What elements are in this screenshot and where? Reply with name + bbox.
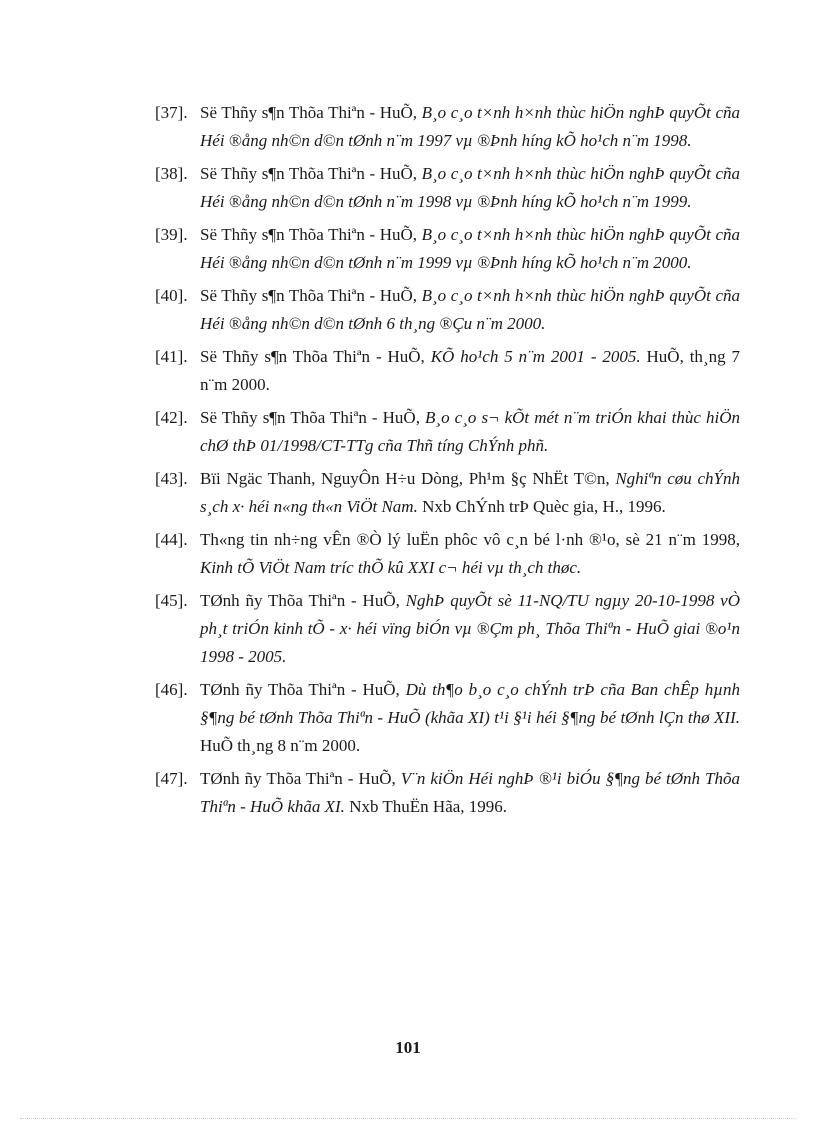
reference-list <box>155 99 740 826</box>
page-number: 101 <box>395 1038 421 1057</box>
reference-item <box>155 99 740 155</box>
reference-author: TØnh ñy Thõa Thiªn - HuÕ, <box>200 680 406 699</box>
reference-item <box>155 676 740 760</box>
reference-title: B¸o c¸o t×nh h×nh thùc hiÖn nghÞ quyÕt cña Héi ®ång nh©n d©n tØnh n¨m 1999 vµ ®Þnh híng kÕ ho¹ch n¨m 2000. <box>200 225 740 272</box>
reference-item <box>155 465 740 521</box>
reference-title: B¸o c¸o s¬ kÕt mét n¨m triÓn khai thùc hiÖn chØ thÞ 01/1998/CT-TTg cña Thñ tíng ChÝnh phñ. <box>200 408 740 455</box>
reference-number: [44]. <box>155 530 188 549</box>
reference-item <box>155 343 740 399</box>
reference-item <box>155 282 740 338</box>
reference-number: [47]. <box>155 769 188 788</box>
reference-author: TØnh ñy Thõa Thiªn - HuÕ, <box>200 769 401 788</box>
reference-author: Së Thñy s¶n Thõa Thiªn - HuÕ, <box>200 225 422 244</box>
reference-item <box>155 404 740 460</box>
reference-title: B¸o c¸o t×nh h×nh thùc hiÖn nghÞ quyÕt cña Héi ®ång nh©n d©n tØnh n¨m 1998 vµ ®Þnh híng kÕ ho¹ch n¨m 1999. <box>200 164 740 211</box>
reference-author: Së Thñy s¶n Thõa Thiªn - HuÕ, <box>200 286 422 305</box>
reference-publication: Nxb ChÝnh trÞ Quèc gia, H., 1996. <box>417 497 666 516</box>
reference-title: V¨n kiÖn Héi nghÞ ®¹i biÓu §¶ng bé tØnh Thõa Thiªn - HuÕ khãa XI. <box>200 769 740 816</box>
reference-number: [41]. <box>155 347 188 366</box>
reference-number: [46]. <box>155 680 188 699</box>
reference-title: NghÞ quyÕt sè 11-NQ/TU ngµy 20-10-1998 vÒ ph¸t triÓn kinh tÕ - x· héi vïng biÓn vµ ®Çm ph¸ Thõa Thiªn - HuÕ giai ®o¹n 1998 - 2005. <box>200 591 740 666</box>
reference-publication: Nxb ThuËn Hãa, 1996. <box>344 797 508 816</box>
reference-number: [43]. <box>155 469 188 488</box>
reference-title: B¸o c¸o t×nh h×nh thùc hiÖn nghÞ quyÕt cña Héi ®ång nh©n d©n tØnh 6 th¸ng ®Çu n¨m 2000. <box>200 286 740 333</box>
reference-number: [37]. <box>155 103 188 122</box>
reference-publication: HuÕ th¸ng 8 n¨m 2000. <box>200 736 361 755</box>
reference-author: Së Thñy s¶n Thõa Thiªn - HuÕ, <box>200 103 422 122</box>
reference-title: B¸o c¸o t×nh h×nh thùc hiÖn nghÞ quyÕt cña Héi ®ång nh©n d©n tØnh n¨m 1997 vµ ®Þnh híng kÕ ho¹ch n¨m 1998. <box>200 103 740 150</box>
reference-title: Dù th¶o b¸o c¸o chÝnh trÞ cña Ban chÊp hµnh §¶ng bé tØnh Thõa Thiªn - HuÕ (khãa XI) t¹i §¹i héi §¶ng bé tØnh lÇn thø XII. <box>200 680 740 727</box>
reference-title: Nghiªn cøu chÝnh s¸ch x· héi n«ng th«n ViÖt Nam. <box>200 469 740 516</box>
reference-author: Së Thñy s¶n Thõa Thiªn - HuÕ, <box>200 408 426 427</box>
reference-number: [39]. <box>155 225 188 244</box>
reference-title: Kinh tÕ ViÖt Nam tríc thÕ kû XXI c¬ héi vµ th¸ch thøc. <box>200 558 582 577</box>
reference-title: KÕ ho¹ch 5 n¨m 2001 - 2005. <box>430 347 641 366</box>
page-bottom-rule <box>20 1118 796 1119</box>
reference-item <box>155 221 740 277</box>
reference-number: [38]. <box>155 164 188 183</box>
reference-author: Bïi Ngäc Thanh, NguyÔn H÷u Dòng, Ph¹m §ç NhËt T©n, <box>200 469 616 488</box>
reference-item <box>155 587 740 671</box>
reference-number: [42]. <box>155 408 188 427</box>
reference-item <box>155 160 740 216</box>
reference-number: [40]. <box>155 286 188 305</box>
reference-author: TØnh ñy Thõa Thiªn - HuÕ, <box>200 591 406 610</box>
reference-author: Së Thñy s¶n Thõa Thiªn - HuÕ, <box>200 347 431 366</box>
reference-publication: HuÕ, th¸ng 7 n¨m 2000. <box>200 347 740 394</box>
reference-item <box>155 765 740 821</box>
reference-item <box>155 526 740 582</box>
reference-number: [45]. <box>155 591 188 610</box>
reference-author: Th«ng tin nh÷ng vÊn ®Ò lý luËn phôc vô c¸n bé l·nh ®¹o, sè 21 n¨m 1998, <box>200 530 740 549</box>
reference-author: Së Thñy s¶n Thõa Thiªn - HuÕ, <box>200 164 422 183</box>
